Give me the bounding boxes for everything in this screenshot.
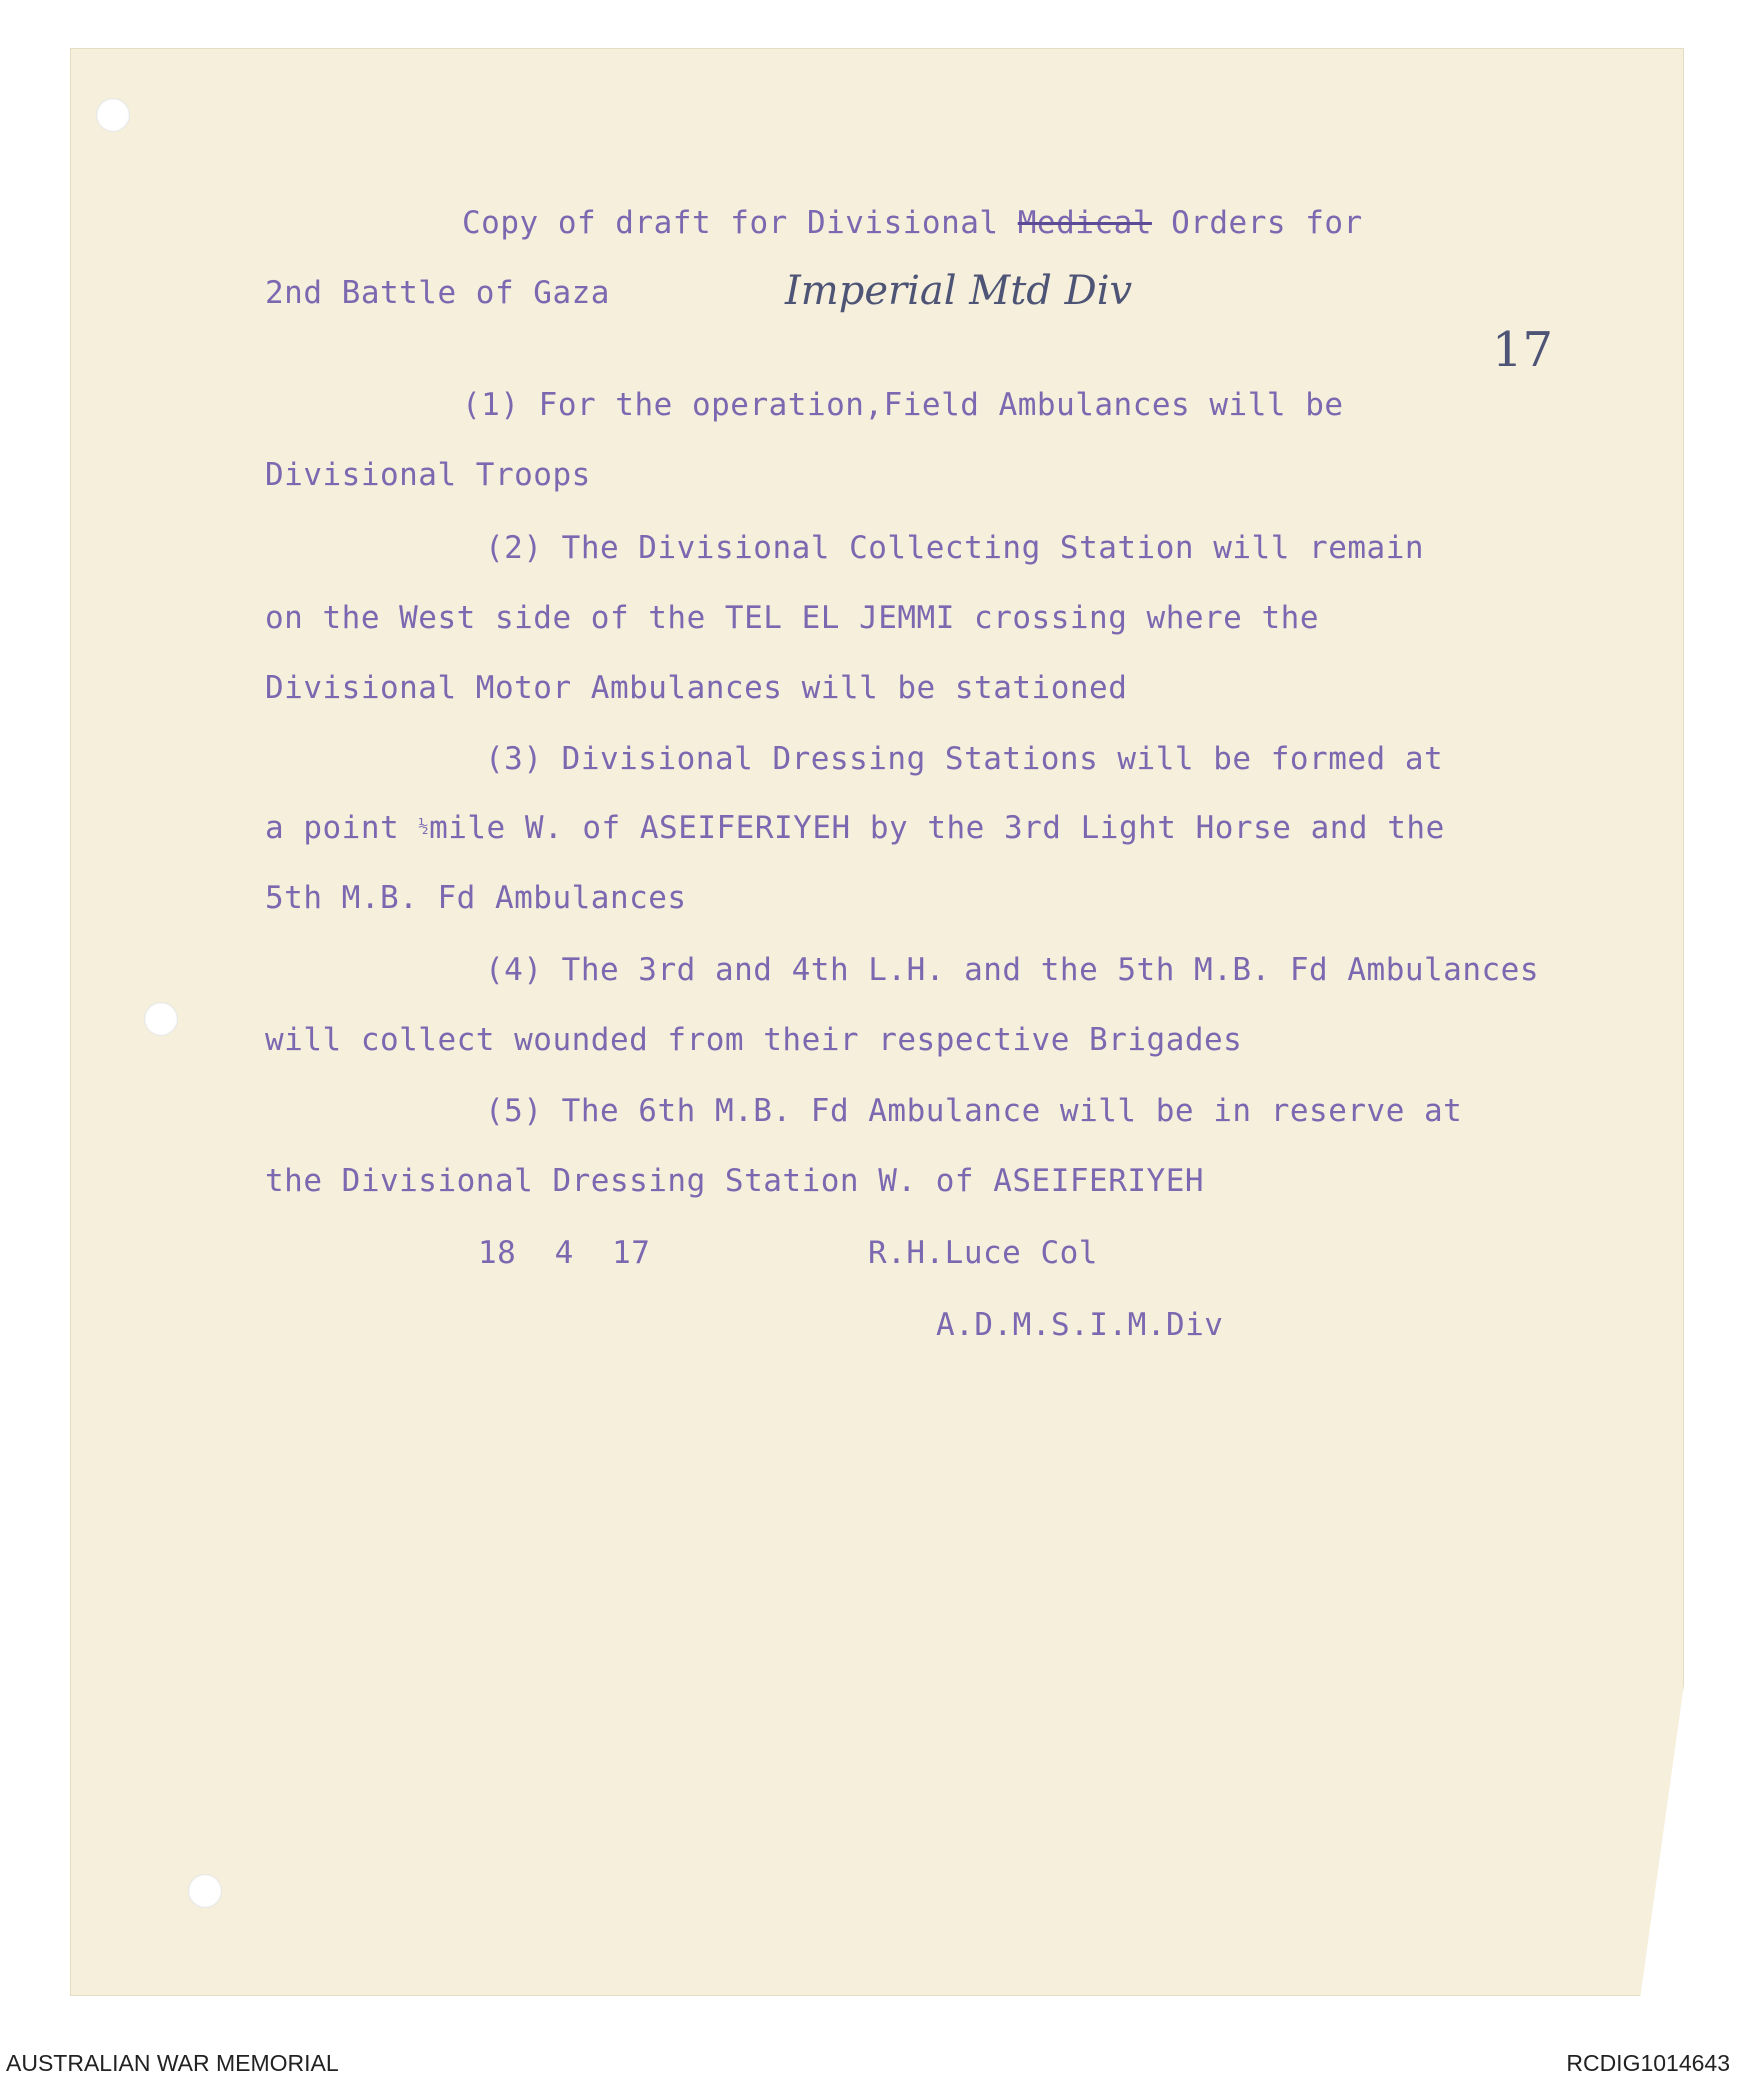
struck-word: Medical [1017, 205, 1152, 241]
item-2-line-3: Divisional Motor Ambulances will be stationed [265, 670, 1128, 706]
item-3-line-1: (3) Divisional Dressing Stations will be formed at [485, 741, 1444, 777]
half-fraction: ½ [418, 817, 430, 837]
item-2-line-1: (2) The Divisional Collecting Station will remain [485, 530, 1425, 566]
item-5-line-2: the Divisional Dressing Station W. of ASEIFERIYEH [265, 1163, 1205, 1199]
title-text-end: Orders for [1151, 205, 1363, 241]
title-line-2: 2nd Battle of Gaza [265, 275, 610, 311]
punch-hole-top [96, 98, 130, 132]
item-3-line-2-start: a point [265, 810, 419, 846]
item-2-line-2: on the West side of the TEL EL JEMMI crossing where the [265, 600, 1319, 636]
punch-hole-middle [144, 1002, 178, 1036]
punch-hole-bottom [188, 1874, 222, 1908]
footer-record-id: RCDIG1014643 [1566, 2050, 1730, 2076]
item-3-line-2-end: mile W. of ASEIFERIYEH by the 3rd Light Horse and the [429, 810, 1445, 846]
item-3-line-2 [265, 810, 1445, 846]
item-1-line-2: Divisional Troops [265, 457, 591, 493]
footer-archive-name: AUSTRALIAN WAR MEMORIAL [6, 2050, 339, 2076]
item-1-line-1: (1) For the operation,Field Ambulances will be [462, 387, 1344, 423]
item-4-line-1: (4) The 3rd and 4th L.H. and the 5th M.B. Fd Ambulances [485, 952, 1539, 988]
handwritten-division-note: Imperial Mtd Div [785, 268, 1133, 314]
item-4-line-2: will collect wounded from their respective Brigades [265, 1022, 1243, 1058]
title-text-start: Copy of draft for Divisional [462, 205, 1018, 241]
handwritten-page-number: 17 [1492, 322, 1554, 378]
signature-title: A.D.M.S.I.M.Div [936, 1307, 1224, 1343]
signature-name: R.H.Luce Col [868, 1235, 1098, 1271]
item-3-line-3: 5th M.B. Fd Ambulances [265, 880, 687, 916]
title-line-1 [462, 205, 1363, 241]
document-date: 18 4 17 [478, 1235, 651, 1271]
item-5-line-1: (5) The 6th M.B. Fd Ambulance will be in reserve at [485, 1093, 1463, 1129]
